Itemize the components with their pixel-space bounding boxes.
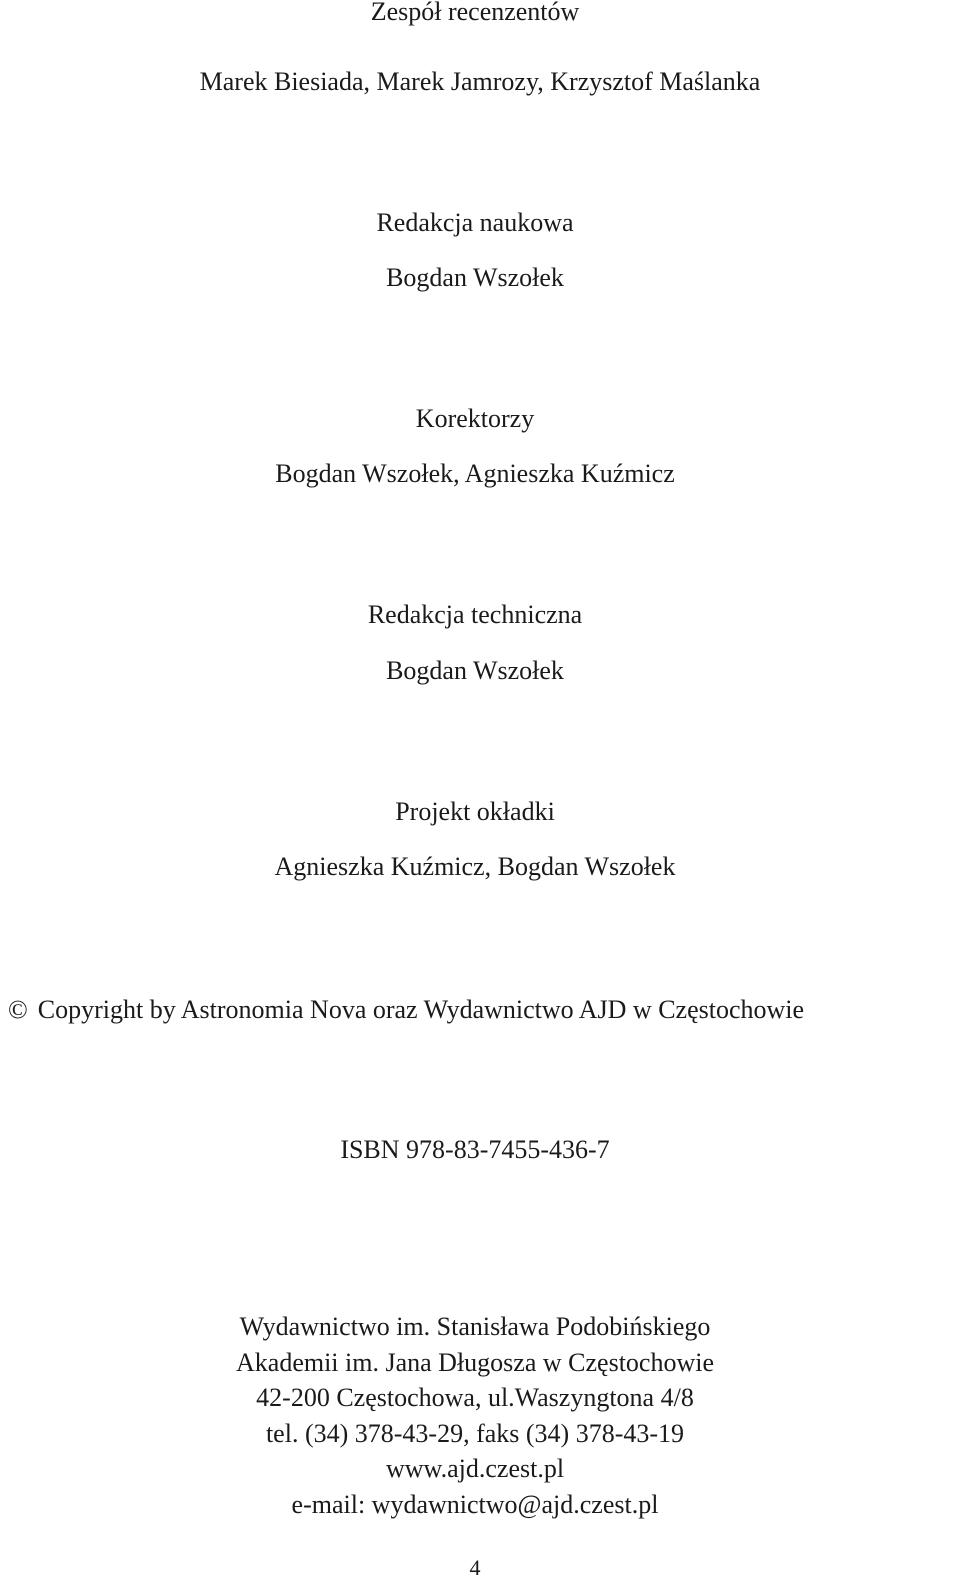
cover-design-names: Agnieszka Kuźmicz, Bogdan Wszołek	[274, 852, 676, 881]
copyright-icon: ©	[8, 995, 28, 1024]
publisher-email: e-mail: wydawnictwo@ajd.czest.pl	[291, 1489, 659, 1519]
proofreaders-names: Bogdan Wszołek, Agnieszka Kuźmicz	[275, 459, 675, 488]
scientific-editor-names: Bogdan Wszołek	[386, 263, 564, 292]
publisher-name: Wydawnictwo im. Stanisława Podobińskiego	[239, 1312, 711, 1341]
publisher-phone: tel. (34) 378-43-29, faks (34) 378-43-19	[265, 1418, 685, 1448]
technical-editor-heading: Redakcja techniczna	[367, 600, 583, 629]
reviewers-heading: Zespół recenzentów	[370, 0, 580, 26]
copyright-line	[8, 994, 958, 1026]
scientific-editor-heading: Redakcja naukowa	[376, 208, 574, 237]
cover-design-heading: Projekt okładki	[395, 797, 555, 826]
publisher-academy: Akademii im. Jana Długosza w Częstochowie	[236, 1347, 714, 1377]
proofreaders-heading: Korektorzy	[415, 404, 535, 433]
publisher-address: 42-200 Częstochowa, ul.Waszyngtona 4/8	[256, 1383, 694, 1412]
technical-editor-names: Bogdan Wszołek	[386, 656, 564, 685]
publisher-block	[0, 1309, 955, 1522]
reviewers-names: Marek Biesiada, Marek Jamrozy, Krzysztof Maślanka	[199, 67, 761, 96]
isbn: ISBN 978-83-7455-436-7	[340, 1135, 610, 1164]
copyright-text: Copyright by Astronomia Nova oraz Wydawnictwo AJD w Częstochowie	[37, 995, 805, 1024]
publisher-website: www.ajd.czest.pl	[385, 1454, 565, 1483]
page-number: 4	[469, 1555, 481, 1580]
